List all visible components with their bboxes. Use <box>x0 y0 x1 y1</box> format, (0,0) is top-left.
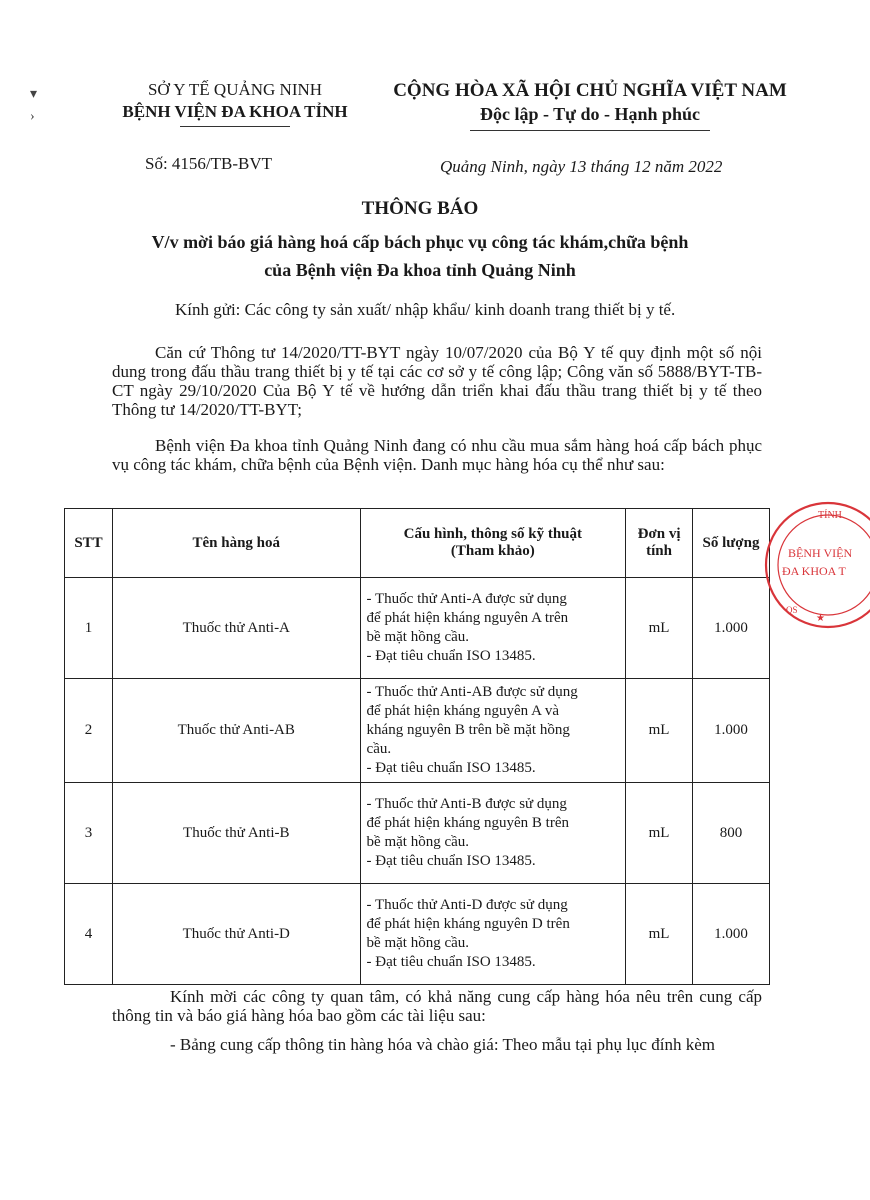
goods-table <box>64 508 770 985</box>
spec-line: bề mặt hồng cầu. <box>366 629 470 645</box>
spec-line: cầu. <box>366 741 392 757</box>
row-item-name: Thuốc thử Anti-B <box>112 783 360 884</box>
row-item-name: Thuốc thử Anti-AB <box>112 679 360 783</box>
table-header-row <box>65 509 770 578</box>
header-stt: STT <box>65 509 113 578</box>
spec-line: - Thuốc thử Anti-A được sử dụng <box>366 591 567 607</box>
row-unit: mL <box>626 783 693 884</box>
header-quantity: Số lượng <box>693 509 770 578</box>
spec-line: - Đạt tiêu chuẩn ISO 13485. <box>366 954 536 970</box>
organization-parent: SỞ Y TẾ QUẢNG NINH <box>147 80 323 99</box>
document-subject-line1: V/v mời báo giá hàng hoá cấp bách phục vụ công tác khám,chữa bệnh <box>151 232 689 252</box>
document-subject-line2: của Bệnh viện Đa khoa tỉnh Quảng Ninh <box>264 260 576 280</box>
table-row <box>65 884 770 985</box>
stamp-text-bottom: QS <box>786 605 798 615</box>
document-number: Số: 4156/TB-BVT <box>145 154 273 173</box>
header-spec-line1: Cấu hình, thông số kỹ thuật <box>403 526 583 542</box>
spec-line: để phát hiện kháng nguyên A trên <box>366 610 569 626</box>
row-item-name: Thuốc thử Anti-A <box>112 578 360 679</box>
required-document-item: - Bảng cung cấp thông tin hàng hóa và chào giá: Theo mẫu tại phụ lục đính kèm <box>170 1035 715 1054</box>
table-row <box>65 679 770 783</box>
row-quantity: 1.000 <box>693 884 770 985</box>
header-specification <box>360 509 626 578</box>
row-specification <box>360 679 626 783</box>
row-quantity: 1.000 <box>693 679 770 783</box>
row-specification <box>360 783 626 884</box>
table-row <box>65 783 770 884</box>
spec-line: để phát hiện kháng nguyên B trên <box>366 815 569 831</box>
stamp-star-icon: ★ <box>816 613 825 624</box>
spec-line: - Thuốc thử Anti-D được sử dụng <box>366 897 568 913</box>
row-specification <box>360 884 626 985</box>
row-stt: 2 <box>65 679 113 783</box>
row-quantity: 800 <box>693 783 770 884</box>
row-stt: 4 <box>65 884 113 985</box>
organization-underline <box>180 126 290 127</box>
row-specification <box>360 578 626 679</box>
row-item-name: Thuốc thử Anti-D <box>112 884 360 985</box>
place-date: Quảng Ninh, ngày 13 tháng 12 năm 2022 <box>440 157 723 176</box>
hospital-seal-stamp <box>760 495 870 635</box>
spec-line: để phát hiện kháng nguyên A và <box>366 703 560 719</box>
recipient: Kính gửi: Các công ty sản xuất/ nhập khẩu/ kinh doanh trang thiết bị y tế. <box>175 300 676 319</box>
spec-line: để phát hiện kháng nguyên D trên <box>366 916 570 932</box>
spec-line: bề mặt hồng cầu. <box>366 935 470 951</box>
national-title: CỘNG HÒA XÃ HỘI CHỦ NGHĨA VIỆT NAM <box>393 80 787 101</box>
row-unit: mL <box>626 679 693 783</box>
table-row <box>65 578 770 679</box>
spec-line: - Đạt tiêu chuẩn ISO 13485. <box>366 760 536 776</box>
organization-name: BỆNH VIỆN ĐA KHOA TỈNH <box>122 102 348 121</box>
row-stt: 3 <box>65 783 113 884</box>
spec-line: - Thuốc thử Anti-B được sử dụng <box>366 796 567 812</box>
spec-line: - Thuốc thử Anti-AB được sử dụng <box>366 684 578 700</box>
row-unit: mL <box>626 884 693 985</box>
header-unit <box>626 509 693 578</box>
closing-paragraph: Kính mời các công ty quan tâm, có khả năng cung cấp hàng hóa nêu trên cung cấp thông tin và báo giá hàng hóa bao gồm các tài liệu sau: <box>112 987 762 1025</box>
row-unit: mL <box>626 578 693 679</box>
legal-basis-paragraph: Căn cứ Thông tư 14/2020/TT-BYT ngày 10/07/2020 của Bộ Y tế quy định một số nội dung trong đấu thầu trang thiết bị y tế tại các cơ sở y tế công lập; Công văn số 5888/BYT-TB-CT ngày 29/10/2020 Của Bộ Y tế về hướng dẫn triển khai đấu thầu trang thiết bị y tế theo Thông tư 14/2020/TT-BYT; <box>112 343 762 419</box>
row-stt: 1 <box>65 578 113 679</box>
stamp-text-mid1: BỆNH VIỆN <box>788 546 853 560</box>
header-item-name: Tên hàng hoá <box>112 509 360 578</box>
header-unit-line1: Đơn vị <box>637 526 681 542</box>
spec-line: - Đạt tiêu chuẩn ISO 13485. <box>366 853 536 869</box>
spec-line: bề mặt hồng cầu. <box>366 834 470 850</box>
national-motto: Độc lập - Tự do - Hạnh phúc <box>479 104 701 124</box>
document-title: THÔNG BÁO <box>361 198 479 219</box>
stamp-text-mid2: ĐA KHOA T <box>782 564 846 578</box>
spec-line: - Đạt tiêu chuẩn ISO 13485. <box>366 648 536 664</box>
spec-line: kháng nguyên B trên bề mặt hồng <box>366 722 570 738</box>
header-unit-line2: tính <box>646 543 672 559</box>
request-paragraph: Bệnh viện Đa khoa tỉnh Quảng Ninh đang có nhu cầu mua sắm hàng hoá cấp bách phục vụ công tác khám, chữa bệnh của Bệnh viện. Danh mục hàng hóa cụ thể như sau: <box>112 436 762 474</box>
row-quantity: 1.000 <box>693 578 770 679</box>
header-spec-line2: (Tham khảo) <box>450 543 535 559</box>
motto-underline <box>470 130 710 131</box>
stamp-text-top: TỈNH <box>818 510 842 521</box>
scan-marks: ▾ › <box>30 87 38 124</box>
